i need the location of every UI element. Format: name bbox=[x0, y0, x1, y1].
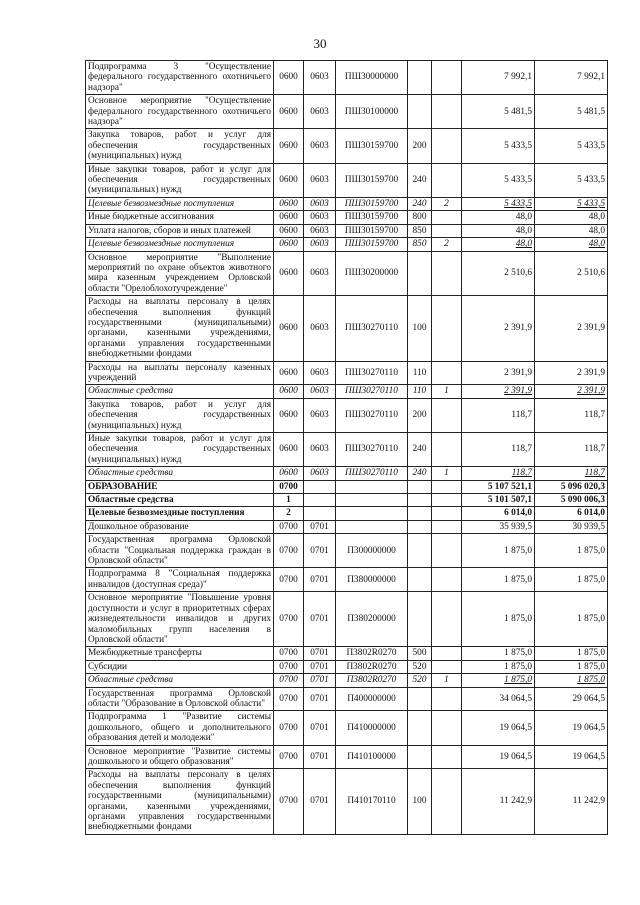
row-name-cell: Целевые безвозмездные поступления bbox=[86, 238, 274, 251]
section-code-cell: 0700 bbox=[274, 745, 304, 769]
row-name-cell: Подпрограмма 3 "Осуществление федерального государственного охотничьего надзора" bbox=[86, 61, 274, 95]
subsection-code-cell: 0701 bbox=[304, 674, 336, 687]
table-row bbox=[86, 197, 608, 210]
subsection-code-cell: 0701 bbox=[304, 769, 336, 834]
amount-year1-cell: 1 875,0 bbox=[462, 592, 535, 647]
amount-year1-cell: 1 875,0 bbox=[462, 674, 535, 687]
subsection-code-cell: 0603 bbox=[304, 361, 336, 385]
amount-year1-cell: 48,0 bbox=[462, 211, 535, 224]
target-article-cell: ПШ30100000 bbox=[336, 95, 408, 129]
expense-type-cell bbox=[408, 534, 432, 568]
funding-source-cell bbox=[432, 61, 462, 95]
expense-type-cell: 200 bbox=[408, 129, 432, 163]
amount-year1-cell: 35 939,5 bbox=[462, 520, 535, 533]
section-code-cell: 0600 bbox=[274, 467, 304, 480]
amount-year1-cell: 5 433,5 bbox=[462, 129, 535, 163]
amount-year2-cell: 5 090 006,3 bbox=[535, 494, 608, 507]
row-name-cell: Основное мероприятие "Выполнение мероприятий по охране объектов животного мира казенным учреждением Орловской области "Орелоблохотучреждение" bbox=[86, 251, 274, 296]
expense-type-cell: 100 bbox=[408, 769, 432, 834]
amount-year1-cell: 5 107 521,1 bbox=[462, 480, 535, 493]
section-code-cell: 0700 bbox=[274, 711, 304, 745]
section-code-cell: 0600 bbox=[274, 197, 304, 210]
amount-year2-cell: 2 391,9 bbox=[535, 385, 608, 398]
target-article-cell: ПШ30270110 bbox=[336, 385, 408, 398]
amount-year2-cell: 6 014,0 bbox=[535, 507, 608, 520]
amount-year1-cell: 48,0 bbox=[462, 238, 535, 251]
target-article-cell: ПШ30159700 bbox=[336, 197, 408, 210]
amount-year1-cell: 118,7 bbox=[462, 467, 535, 480]
section-code-cell: 0700 bbox=[274, 568, 304, 592]
subsection-code-cell: 0701 bbox=[304, 711, 336, 745]
expense-type-cell: 520 bbox=[408, 660, 432, 673]
amount-year2-cell: 118,7 bbox=[535, 467, 608, 480]
subsection-code-cell: 0603 bbox=[304, 95, 336, 129]
amount-year2-cell: 48,0 bbox=[535, 224, 608, 237]
subsection-code-cell: 0701 bbox=[304, 660, 336, 673]
amount-year2-cell: 5 481,5 bbox=[535, 95, 608, 129]
subsection-code-cell: 0701 bbox=[304, 520, 336, 533]
row-name-cell: Государственная программа Орловской области "Образование в Орловской области" bbox=[86, 687, 274, 711]
subsection-code-cell: 0701 bbox=[304, 745, 336, 769]
amount-year2-cell: 2 391,9 bbox=[535, 296, 608, 361]
section-code-cell: 2 bbox=[274, 507, 304, 520]
row-name-cell: Уплата налогов, сборов и иных платежей bbox=[86, 224, 274, 237]
target-article-cell bbox=[336, 507, 408, 520]
amount-year1-cell: 1 875,0 bbox=[462, 660, 535, 673]
row-name-cell: Областные средства bbox=[86, 467, 274, 480]
target-article-cell: ПШ30270110 bbox=[336, 361, 408, 385]
funding-source-cell bbox=[432, 296, 462, 361]
row-name-cell: Закупка товаров, работ и услуг для обеспечения государственных (муниципальных) нужд bbox=[86, 398, 274, 432]
row-name-cell: Расходы на выплаты персоналу в целях обеспечения выполнения функций государственными (муниципальными) органами, казенными учреждениями, органами управления государственными внебюджетными фондами bbox=[86, 296, 274, 361]
subsection-code-cell: 0603 bbox=[304, 251, 336, 296]
amount-year2-cell: 1 875,0 bbox=[535, 647, 608, 660]
table-row bbox=[86, 61, 608, 95]
funding-source-cell: 1 bbox=[432, 674, 462, 687]
funding-source-cell bbox=[432, 520, 462, 533]
section-code-cell: 0700 bbox=[274, 592, 304, 647]
table-row bbox=[86, 129, 608, 163]
target-article-cell: П380200000 bbox=[336, 592, 408, 647]
section-code-cell: 0600 bbox=[274, 385, 304, 398]
target-article-cell bbox=[336, 480, 408, 493]
subsection-code-cell: 0603 bbox=[304, 224, 336, 237]
section-code-cell: 0600 bbox=[274, 361, 304, 385]
amount-year1-cell: 5 433,5 bbox=[462, 163, 535, 197]
section-code-cell: 0600 bbox=[274, 398, 304, 432]
table-row bbox=[86, 385, 608, 398]
amount-year1-cell: 1 875,0 bbox=[462, 534, 535, 568]
table-row bbox=[86, 745, 608, 769]
row-name-cell: Расходы на выплаты персоналу казенных учреждений bbox=[86, 361, 274, 385]
row-name-cell: Областные средства bbox=[86, 385, 274, 398]
funding-source-cell bbox=[432, 592, 462, 647]
amount-year1-cell: 2 391,9 bbox=[462, 361, 535, 385]
subsection-code-cell: 0701 bbox=[304, 534, 336, 568]
funding-source-cell bbox=[432, 745, 462, 769]
expense-type-cell bbox=[408, 745, 432, 769]
funding-source-cell bbox=[432, 660, 462, 673]
row-name-cell: Закупка товаров, работ и услуг для обеспечения государственных (муниципальных) нужд bbox=[86, 129, 274, 163]
table-row bbox=[86, 494, 608, 507]
expense-type-cell: 200 bbox=[408, 398, 432, 432]
subsection-code-cell: 0701 bbox=[304, 647, 336, 660]
expense-type-cell bbox=[408, 711, 432, 745]
row-name-cell: Иные закупки товаров, работ и услуг для обеспечения государственных (муниципальных) нужд bbox=[86, 433, 274, 467]
row-name-cell: Подпрограмма 1 "Развитие системы дошкольного, общего и дополнительного образования детей и молодежи" bbox=[86, 711, 274, 745]
target-article-cell: ПШ30159700 bbox=[336, 129, 408, 163]
target-article-cell: ПШ30270110 bbox=[336, 296, 408, 361]
table-row bbox=[86, 163, 608, 197]
subsection-code-cell: 0603 bbox=[304, 197, 336, 210]
row-name-cell: ОБРАЗОВАНИЕ bbox=[86, 480, 274, 493]
target-article-cell: П410100000 bbox=[336, 745, 408, 769]
amount-year2-cell: 5 096 020,3 bbox=[535, 480, 608, 493]
subsection-code-cell: 0603 bbox=[304, 385, 336, 398]
funding-source-cell bbox=[432, 163, 462, 197]
subsection-code-cell: 0701 bbox=[304, 687, 336, 711]
section-code-cell: 0600 bbox=[274, 129, 304, 163]
expense-type-cell: 520 bbox=[408, 674, 432, 687]
amount-year1-cell: 34 064,5 bbox=[462, 687, 535, 711]
amount-year2-cell: 11 242,9 bbox=[535, 769, 608, 834]
funding-source-cell: 2 bbox=[432, 197, 462, 210]
expense-type-cell: 240 bbox=[408, 467, 432, 480]
table-row bbox=[86, 711, 608, 745]
funding-source-cell bbox=[432, 129, 462, 163]
amount-year2-cell: 48,0 bbox=[535, 238, 608, 251]
subsection-code-cell: 0701 bbox=[304, 568, 336, 592]
row-name-cell: Дошкольное образование bbox=[86, 520, 274, 533]
subsection-code-cell bbox=[304, 494, 336, 507]
amount-year2-cell: 1 875,0 bbox=[535, 660, 608, 673]
subsection-code-cell bbox=[304, 507, 336, 520]
amount-year2-cell: 5 433,5 bbox=[535, 163, 608, 197]
funding-source-cell bbox=[432, 647, 462, 660]
table-row bbox=[86, 467, 608, 480]
funding-source-cell: 1 bbox=[432, 467, 462, 480]
section-code-cell: 0600 bbox=[274, 433, 304, 467]
row-name-cell: Основное мероприятие "Повышение уровня доступности и услуг в приоритетных сферах жизнедеятельности инвалидов и других маломобильных групп населения в Орловской области" bbox=[86, 592, 274, 647]
target-article-cell: П300000000 bbox=[336, 534, 408, 568]
row-name-cell: Целевые безвозмездные поступления bbox=[86, 197, 274, 210]
amount-year2-cell: 5 433,5 bbox=[535, 197, 608, 210]
budget-table bbox=[85, 60, 608, 835]
budget-table-body bbox=[86, 61, 608, 835]
section-code-cell: 0600 bbox=[274, 224, 304, 237]
expense-type-cell bbox=[408, 61, 432, 95]
table-row bbox=[86, 568, 608, 592]
expense-type-cell: 500 bbox=[408, 647, 432, 660]
expense-type-cell: 240 bbox=[408, 163, 432, 197]
funding-source-cell bbox=[432, 224, 462, 237]
row-name-cell: Государственная программа Орловской области "Социальная поддержка граждан в Орловской области" bbox=[86, 534, 274, 568]
amount-year1-cell: 1 875,0 bbox=[462, 647, 535, 660]
amount-year2-cell: 19 064,5 bbox=[535, 745, 608, 769]
funding-source-cell bbox=[432, 507, 462, 520]
table-row bbox=[86, 398, 608, 432]
amount-year1-cell: 2 391,9 bbox=[462, 296, 535, 361]
amount-year2-cell: 5 433,5 bbox=[535, 129, 608, 163]
expense-type-cell: 240 bbox=[408, 433, 432, 467]
section-code-cell: 0600 bbox=[274, 163, 304, 197]
table-row bbox=[86, 674, 608, 687]
table-row bbox=[86, 224, 608, 237]
table-row bbox=[86, 687, 608, 711]
section-code-cell: 0600 bbox=[274, 296, 304, 361]
amount-year1-cell: 2 510,6 bbox=[462, 251, 535, 296]
amount-year2-cell: 48,0 bbox=[535, 211, 608, 224]
section-code-cell: 0700 bbox=[274, 647, 304, 660]
amount-year2-cell: 1 875,0 bbox=[535, 674, 608, 687]
expense-type-cell bbox=[408, 494, 432, 507]
table-row bbox=[86, 660, 608, 673]
amount-year1-cell: 19 064,5 bbox=[462, 745, 535, 769]
amount-year2-cell: 1 875,0 bbox=[535, 568, 608, 592]
subsection-code-cell: 0603 bbox=[304, 129, 336, 163]
table-row bbox=[86, 95, 608, 129]
subsection-code-cell bbox=[304, 480, 336, 493]
amount-year1-cell: 11 242,9 bbox=[462, 769, 535, 834]
amount-year2-cell: 7 992,1 bbox=[535, 61, 608, 95]
amount-year1-cell: 6 014,0 bbox=[462, 507, 535, 520]
section-code-cell: 0600 bbox=[274, 251, 304, 296]
row-name-cell: Областные средства bbox=[86, 674, 274, 687]
amount-year2-cell: 118,7 bbox=[535, 433, 608, 467]
amount-year1-cell: 5 101 507,1 bbox=[462, 494, 535, 507]
subsection-code-cell: 0603 bbox=[304, 61, 336, 95]
expense-type-cell: 100 bbox=[408, 296, 432, 361]
funding-source-cell: 2 bbox=[432, 238, 462, 251]
expense-type-cell bbox=[408, 592, 432, 647]
amount-year1-cell: 5 481,5 bbox=[462, 95, 535, 129]
funding-source-cell bbox=[432, 568, 462, 592]
expense-type-cell: 240 bbox=[408, 197, 432, 210]
expense-type-cell: 850 bbox=[408, 224, 432, 237]
amount-year1-cell: 7 992,1 bbox=[462, 61, 535, 95]
section-code-cell: 0600 bbox=[274, 61, 304, 95]
row-name-cell: Областные средства bbox=[86, 494, 274, 507]
table-row bbox=[86, 592, 608, 647]
target-article-cell: ПШ30159700 bbox=[336, 211, 408, 224]
target-article-cell: П3802R0270 bbox=[336, 674, 408, 687]
expense-type-cell bbox=[408, 480, 432, 493]
amount-year2-cell: 118,7 bbox=[535, 398, 608, 432]
target-article-cell: П410170110 bbox=[336, 769, 408, 834]
subsection-code-cell: 0603 bbox=[304, 433, 336, 467]
funding-source-cell bbox=[432, 769, 462, 834]
funding-source-cell bbox=[432, 534, 462, 568]
section-code-cell: 0700 bbox=[274, 660, 304, 673]
amount-year1-cell: 48,0 bbox=[462, 224, 535, 237]
amount-year1-cell: 5 433,5 bbox=[462, 197, 535, 210]
amount-year2-cell: 2 510,6 bbox=[535, 251, 608, 296]
expense-type-cell bbox=[408, 507, 432, 520]
section-code-cell: 0700 bbox=[274, 674, 304, 687]
page-number: 30 bbox=[313, 36, 327, 51]
section-code-cell: 0600 bbox=[274, 211, 304, 224]
funding-source-cell bbox=[432, 95, 462, 129]
funding-source-cell bbox=[432, 687, 462, 711]
target-article-cell: ПШ30270110 bbox=[336, 467, 408, 480]
row-name-cell: Основное мероприятие "Осуществление федерального государственного охотничьего надзора" bbox=[86, 95, 274, 129]
row-name-cell: Иные закупки товаров, работ и услуг для обеспечения государственных (муниципальных) нужд bbox=[86, 163, 274, 197]
subsection-code-cell: 0701 bbox=[304, 592, 336, 647]
amount-year2-cell: 29 064,5 bbox=[535, 687, 608, 711]
subsection-code-cell: 0603 bbox=[304, 467, 336, 480]
expense-type-cell bbox=[408, 687, 432, 711]
target-article-cell: П3802R0270 bbox=[336, 647, 408, 660]
table-row bbox=[86, 647, 608, 660]
target-article-cell: ПШ30200000 bbox=[336, 251, 408, 296]
subsection-code-cell: 0603 bbox=[304, 211, 336, 224]
amount-year2-cell: 19 064,5 bbox=[535, 711, 608, 745]
amount-year1-cell: 118,7 bbox=[462, 433, 535, 467]
expense-type-cell bbox=[408, 251, 432, 296]
target-article-cell: П3802R0270 bbox=[336, 660, 408, 673]
funding-source-cell bbox=[432, 494, 462, 507]
table-row bbox=[86, 769, 608, 834]
funding-source-cell bbox=[432, 211, 462, 224]
table-row bbox=[86, 534, 608, 568]
amount-year2-cell: 2 391,9 bbox=[535, 361, 608, 385]
subsection-code-cell: 0603 bbox=[304, 398, 336, 432]
table-row bbox=[86, 296, 608, 361]
table-row bbox=[86, 211, 608, 224]
section-code-cell: 0700 bbox=[274, 534, 304, 568]
funding-source-cell bbox=[432, 398, 462, 432]
expense-type-cell: 110 bbox=[408, 385, 432, 398]
expense-type-cell: 800 bbox=[408, 211, 432, 224]
table-row bbox=[86, 507, 608, 520]
table-row bbox=[86, 433, 608, 467]
target-article-cell: ПШ30270110 bbox=[336, 433, 408, 467]
target-article-cell: П410000000 bbox=[336, 711, 408, 745]
amount-year2-cell: 30 939,5 bbox=[535, 520, 608, 533]
table-row bbox=[86, 520, 608, 533]
target-article-cell: П380000000 bbox=[336, 568, 408, 592]
target-article-cell bbox=[336, 494, 408, 507]
table-row bbox=[86, 480, 608, 493]
section-code-cell: 0700 bbox=[274, 520, 304, 533]
target-article-cell: ПШ30000000 bbox=[336, 61, 408, 95]
row-name-cell: Иные бюджетные ассигнования bbox=[86, 211, 274, 224]
target-article-cell: ПШ30270110 bbox=[336, 398, 408, 432]
expense-type-cell bbox=[408, 95, 432, 129]
table-row bbox=[86, 361, 608, 385]
amount-year1-cell: 118,7 bbox=[462, 398, 535, 432]
expense-type-cell: 850 bbox=[408, 238, 432, 251]
target-article-cell: П400000000 bbox=[336, 687, 408, 711]
section-code-cell: 0700 bbox=[274, 769, 304, 834]
amount-year1-cell: 2 391,9 bbox=[462, 385, 535, 398]
funding-source-cell bbox=[432, 711, 462, 745]
table-row bbox=[86, 251, 608, 296]
subsection-code-cell: 0603 bbox=[304, 238, 336, 251]
row-name-cell: Расходы на выплаты персоналу в целях обеспечения выполнения функций государственными (муниципальными) органами, казенными учреждениями, органами управления государственными внебюджетными фондами bbox=[86, 769, 274, 834]
section-code-cell: 0700 bbox=[274, 480, 304, 493]
funding-source-cell bbox=[432, 480, 462, 493]
row-name-cell: Основное мероприятие "Развитие системы дошкольного и общего образования" bbox=[86, 745, 274, 769]
amount-year1-cell: 1 875,0 bbox=[462, 568, 535, 592]
target-article-cell bbox=[336, 520, 408, 533]
section-code-cell: 1 bbox=[274, 494, 304, 507]
amount-year2-cell: 1 875,0 bbox=[535, 592, 608, 647]
funding-source-cell bbox=[432, 361, 462, 385]
target-article-cell: ПШ30159700 bbox=[336, 238, 408, 251]
section-code-cell: 0700 bbox=[274, 687, 304, 711]
row-name-cell: Субсидии bbox=[86, 660, 274, 673]
row-name-cell: Целевые безвозмездные поступления bbox=[86, 507, 274, 520]
section-code-cell: 0600 bbox=[274, 95, 304, 129]
amount-year1-cell: 19 064,5 bbox=[462, 711, 535, 745]
funding-source-cell: 1 bbox=[432, 385, 462, 398]
row-name-cell: Подпрограмма 8 "Социальная поддержка инвалидов (доступная среда)" bbox=[86, 568, 274, 592]
funding-source-cell bbox=[432, 251, 462, 296]
table-row bbox=[86, 238, 608, 251]
expense-type-cell bbox=[408, 568, 432, 592]
subsection-code-cell: 0603 bbox=[304, 163, 336, 197]
funding-source-cell bbox=[432, 433, 462, 467]
target-article-cell: ПШ30159700 bbox=[336, 163, 408, 197]
expense-type-cell bbox=[408, 520, 432, 533]
subsection-code-cell: 0603 bbox=[304, 296, 336, 361]
section-code-cell: 0600 bbox=[274, 238, 304, 251]
row-name-cell: Межбюджетные трансферты bbox=[86, 647, 274, 660]
amount-year2-cell: 1 875,0 bbox=[535, 534, 608, 568]
expense-type-cell: 110 bbox=[408, 361, 432, 385]
target-article-cell: ПШ30159700 bbox=[336, 224, 408, 237]
